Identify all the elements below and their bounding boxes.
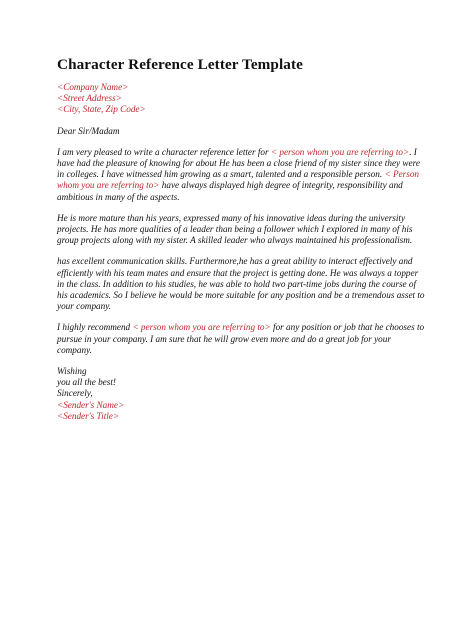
paragraph-intro-text-e: have always displayed high degree of integrity, responsibility and ambitious in many of the aspects. <box>57 180 403 202</box>
sender-title: <Sender's Title> <box>57 410 120 421</box>
referee-placeholder-3: < person whom you are referring to> <box>132 322 271 333</box>
city-state-zip: <City, State, Zip Code> <box>57 104 146 115</box>
referee-placeholder: < person whom you are referring to> <box>270 146 410 157</box>
closing-line-sincerely: Sincerely, <box>57 388 93 399</box>
paragraph-maturity: He is more mature than his years, expressed many of his innovative ideas during the university projects. He has more qualities of a leader than being a follower which I explored in many of his group projects along with my sister. A skilled leader who always maintained his professionalism. <box>57 212 413 246</box>
sender-name: <Sender's Name> <box>57 399 125 410</box>
closing-line-best: you all the best! <box>57 377 116 388</box>
letter-content <box>57 56 425 422</box>
closing-line-wishing: Wishing <box>57 366 87 377</box>
paragraph-intro-text-a: I am very pleased to write a character reference letter for <box>57 146 271 157</box>
company-name: <Company Name> <box>57 82 129 92</box>
paragraph-intro <box>57 147 425 203</box>
closing-block <box>57 366 425 422</box>
paragraph-recommendation <box>57 322 425 356</box>
paragraph-skills: has excellent communication skills. Furthermore,he has a great ability to interact effectively and efficiently with his team mates and ensure that the project is getting done. He was always a topper in the class. In addition to his studies, he was able to hold two part-time jobs during the course of his academics. So I believe he would be more suitable for any position and be a tremendous asset to your company. <box>57 256 425 312</box>
paragraph-recommendation-text-c: for any position or job that he chooses to pursue in your company. I am sure that he will grow even more and do a great job for your company. <box>57 322 425 355</box>
paragraph-intro-text-c: . I have had the pleasure of knowing for about He has been a close friend of my sister since they were in colleges. I have witnessed him growing as a smart, talented and a responsible person. <box>57 146 420 180</box>
letter-title: Character Reference Letter Template <box>57 56 303 73</box>
recipient-address <box>57 82 425 116</box>
street-address: <Street Address> <box>57 93 122 104</box>
referee-placeholder-2: < Person whom you are referring to> <box>57 169 420 191</box>
paragraph-recommendation-text-a: I highly recommend <box>57 322 133 333</box>
greeting: Dear Sir/Madam <box>57 125 120 136</box>
